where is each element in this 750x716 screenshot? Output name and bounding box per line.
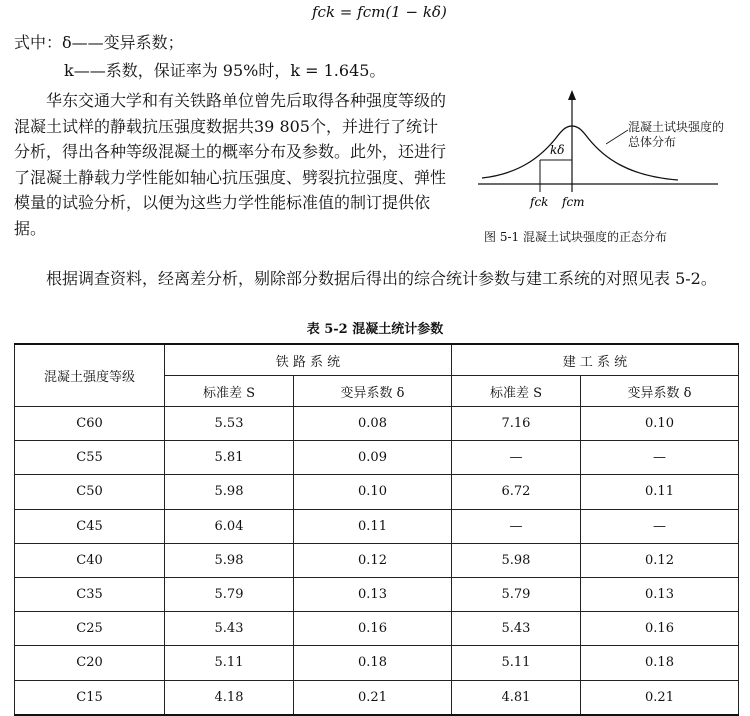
table-row (15, 646, 739, 680)
subheader-rail-s: 标准差 S (165, 376, 294, 407)
definition-k: k——系数，保证率为 95%时，k = 1.645。 (64, 61, 386, 80)
value-cell: 5.11 (451, 646, 580, 680)
paragraph-2: 根据调查资料，经离差分析，剔除部分数据后得出的综合统计参数与建工系统的对照见表 5-2。 (46, 269, 717, 288)
value-cell: 5.43 (165, 612, 294, 646)
value-cell: 0.10 (294, 475, 452, 509)
value-cell: 0.10 (580, 407, 738, 441)
normal-distribution-figure (478, 88, 750, 230)
value-cell: 0.18 (580, 646, 738, 680)
subheader-build-delta: 变异系数 δ (580, 376, 738, 407)
distribution-svg (478, 88, 750, 230)
table-caption: 表 5-2 混凝土统计参数 (306, 322, 444, 337)
fck-label: fck (530, 195, 549, 209)
subheader-build-s: 标准差 S (451, 376, 580, 407)
table-body (15, 407, 739, 715)
value-cell: 0.21 (294, 680, 452, 715)
value-cell: 6.72 (451, 475, 580, 509)
header-build: 建 工 系 统 (451, 344, 738, 376)
grade-cell: C25 (15, 612, 165, 646)
paragraph-1: 华东交通大学和有关铁路单位曾先后取得各种强度等级的混凝土试样的静载抗压强度数据共39 805个，并进行了统计分析，得出各种等级混凝土的概率分布及参数。此外，还进行了混凝土静载力学性能如轴心抗压强度、劈裂抗拉强度、弹性模量的试验分析，以便为这些力学性能标准值的制订提供依据。 (14, 91, 447, 238)
value-cell: 5.79 (451, 577, 580, 611)
value-cell: — (451, 441, 580, 475)
grade-cell: C35 (15, 577, 165, 611)
grade-cell: C40 (15, 543, 165, 577)
value-cell: 5.98 (165, 475, 294, 509)
table-row (15, 612, 739, 646)
grade-cell: C55 (15, 441, 165, 475)
value-cell: 0.08 (294, 407, 452, 441)
value-cell: 4.18 (165, 680, 294, 715)
figure-caption: 图 5-1 混凝土试块强度的正态分布 (484, 230, 667, 244)
statistics-table (14, 343, 739, 716)
header-rail: 铁 路 系 统 (165, 344, 452, 376)
value-cell: 0.11 (580, 475, 738, 509)
header-grade: 混凝土强度等级 (15, 344, 165, 407)
value-cell: 6.04 (165, 509, 294, 543)
value-cell: 5.98 (451, 543, 580, 577)
definition-delta: 式中：δ——变异系数； (14, 33, 184, 52)
value-cell: 0.13 (294, 577, 452, 611)
grade-cell: C60 (15, 407, 165, 441)
curve-label: 混凝土试块强度的总体分布 (628, 120, 725, 149)
value-cell: 0.13 (580, 577, 738, 611)
value-cell: 7.16 (451, 407, 580, 441)
value-cell: 0.12 (294, 543, 452, 577)
grade-cell: C50 (15, 475, 165, 509)
value-cell: 0.11 (294, 509, 452, 543)
grade-cell: C20 (15, 646, 165, 680)
k-delta-label: kδ (550, 143, 565, 157)
value-cell: 0.09 (294, 441, 452, 475)
value-cell: 5.43 (451, 612, 580, 646)
value-cell: — (580, 441, 738, 475)
table-row (15, 475, 739, 509)
table-row (15, 441, 739, 475)
table-row (15, 543, 739, 577)
table-row (15, 577, 739, 611)
label-leader (606, 130, 628, 144)
value-cell: 0.16 (294, 612, 452, 646)
formula: fck = fcm(1 − kδ) (312, 3, 447, 21)
value-cell: 5.11 (165, 646, 294, 680)
table-row (15, 407, 739, 441)
table-row (15, 680, 739, 715)
grade-cell: C15 (15, 680, 165, 715)
subheader-rail-delta: 变异系数 δ (294, 376, 452, 407)
table-row (15, 509, 739, 543)
value-cell: 0.12 (580, 543, 738, 577)
y-axis-arrow (568, 90, 576, 100)
value-cell: — (580, 509, 738, 543)
value-cell: 5.81 (165, 441, 294, 475)
value-cell: 0.18 (294, 646, 452, 680)
value-cell: 5.79 (165, 577, 294, 611)
value-cell: 4.81 (451, 680, 580, 715)
value-cell: 5.53 (165, 407, 294, 441)
value-cell: — (451, 509, 580, 543)
value-cell: 0.16 (580, 612, 738, 646)
grade-cell: C45 (15, 509, 165, 543)
fcm-label: fcm (562, 195, 585, 209)
value-cell: 5.98 (165, 543, 294, 577)
value-cell: 0.21 (580, 680, 738, 715)
